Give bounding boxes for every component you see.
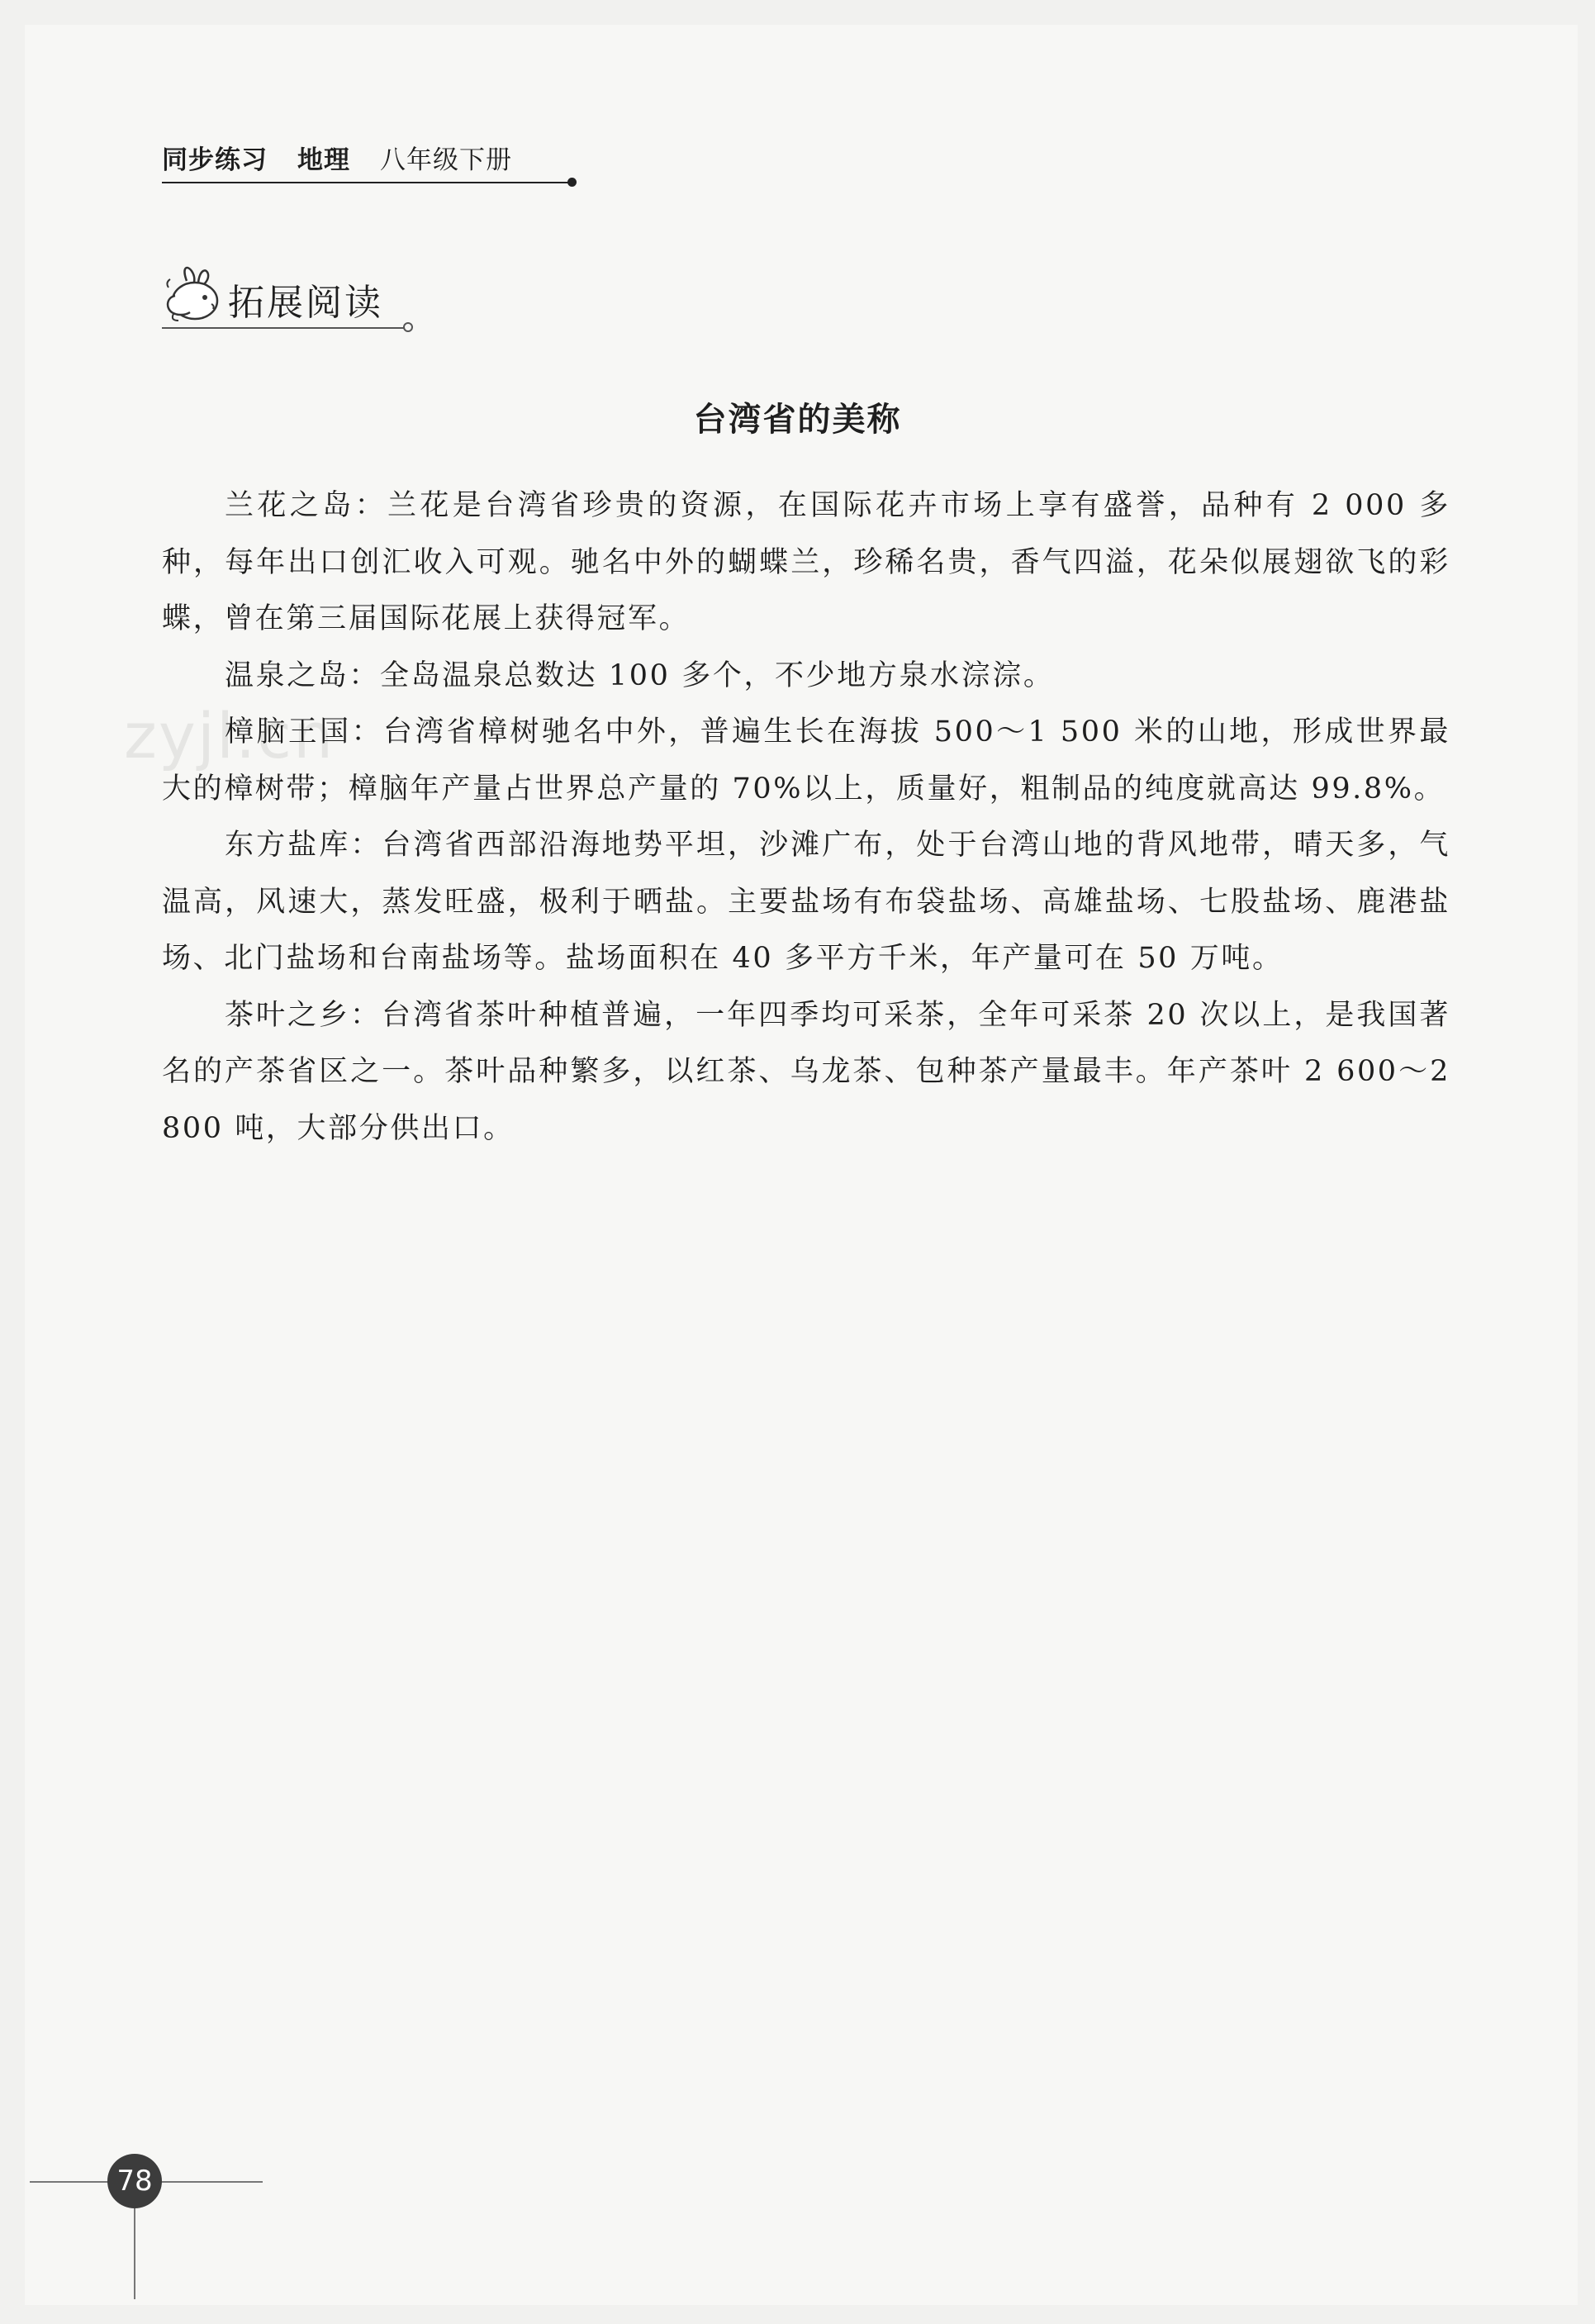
paragraph-hot-spring: 温泉之岛：全岛温泉总数达 100 多个，不少地方泉水淙淙。	[225, 658, 1055, 692]
watermark: zyjl.cn	[124, 699, 335, 772]
article-body	[162, 478, 1450, 1157]
header-dot	[567, 178, 577, 187]
rabbit-icon	[162, 263, 228, 326]
section-rule	[162, 327, 405, 329]
running-header	[162, 139, 512, 176]
section-title: 拓展阅读	[228, 282, 383, 324]
paragraph-salt: 东方盐库：台湾省西部沿海地势平坦，沙滩广布，处于台湾山地的背风地带，晴天多，气温高，风速大，蒸发旺盛，极利于晒盐。主要盐场有布袋盐场、高雄盐场、七股盐场、鹿港盐场、北门盐场和台南盐场等。盐场面积在 40 多平方千米，年产量可在 50 万吨。	[162, 829, 1450, 975]
page-number: 78	[107, 2154, 162, 2208]
header-grade: 八年级下册	[380, 145, 512, 175]
paragraph-tea: 茶叶之乡：台湾省茶叶种植普遍，一年四季均可采茶，全年可采茶 20 次以上，是我国著名的产茶省区之一。茶叶品种繁多，以红茶、乌龙茶、包种茶产量最丰。年产茶叶 2 600～2 800 吨，大部分供出口。	[162, 998, 1450, 1145]
header-series: 同步练习	[162, 145, 268, 175]
page-sheet	[25, 25, 1578, 2305]
section-dot	[403, 322, 413, 332]
article-title: 台湾省的美称	[693, 401, 902, 439]
header-subject: 地理	[297, 145, 350, 175]
header-rule	[162, 182, 570, 183]
paragraph-orchid: 兰花之岛：兰花是台湾省珍贵的资源，在国际花卉市场上享有盛誉，品种有 2 000 多种，每年出口创汇收入可观。驰名中外的蝴蝶兰，珍稀名贵，香气四溢，花朵似展翅欲飞的彩蝶，曾在第三届国际花展上获得冠军。	[162, 489, 1450, 635]
paragraph-camphor: 樟脑王国：台湾省樟树驰名中外，普遍生长在海拔 500～1 500 米的山地，形成世界最大的樟树带；樟脑年产量占世界总产量的 70%以上，质量好，粗制品的纯度就高达 99.8%。	[162, 715, 1450, 806]
